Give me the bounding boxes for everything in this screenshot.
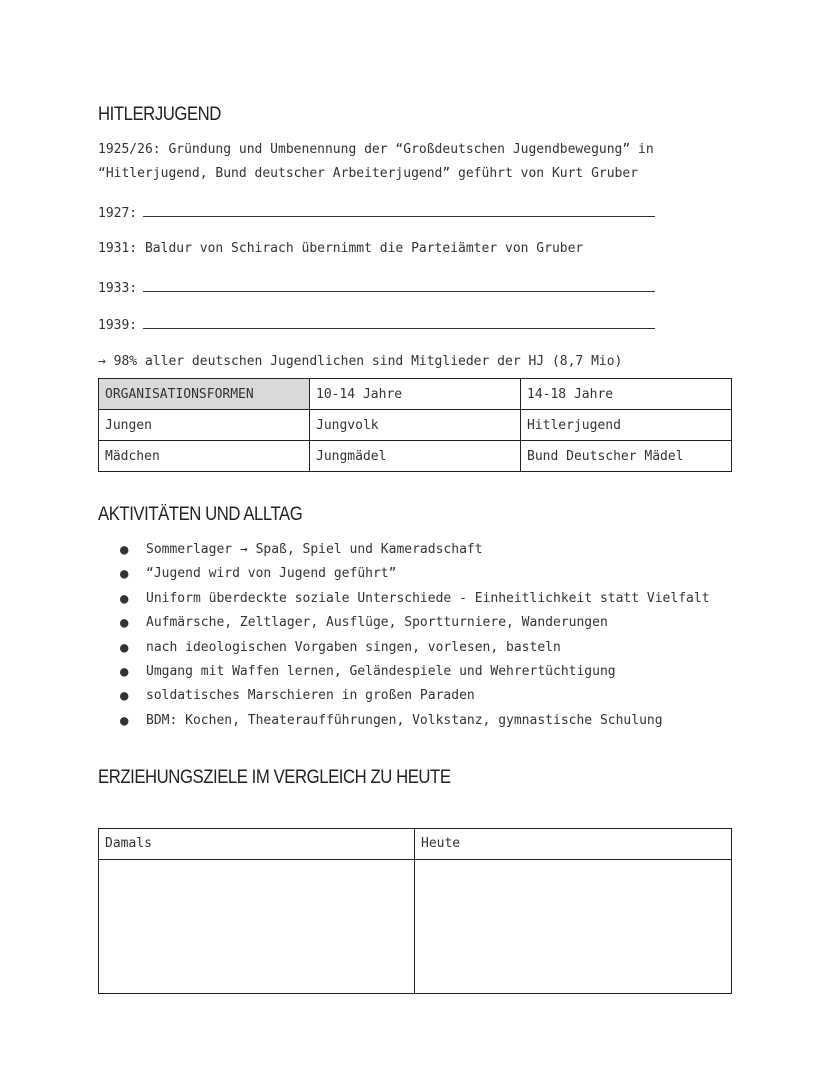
year-label-1927: 1927:: [98, 206, 138, 221]
table-header-now: Heute: [415, 829, 732, 860]
table-cell: Jungvolk: [310, 410, 521, 441]
section-heading-activities: AKTIVITÄTEN UND ALLTAG: [98, 504, 303, 525]
table-cell: Mädchen: [99, 441, 310, 472]
organisation-table: [98, 378, 732, 472]
table-cell: Jungen: [99, 410, 310, 441]
table-cell: Jungmädel: [310, 441, 521, 472]
list-item: ● Aufmärsche, Zeltlager, Ausflüge, Sportturniere, Wanderungen: [98, 611, 710, 635]
table-header-cell: 10-14 Jahre: [310, 379, 521, 410]
blank-line-1939: [98, 314, 655, 336]
table-row: [99, 379, 732, 410]
list-item: ● soldatisches Marschieren in großen Paraden: [98, 684, 710, 708]
blank-line-1933: [98, 277, 655, 299]
bullet-icon: ●: [120, 639, 129, 656]
table-row: [99, 410, 732, 441]
list-item: ● Uniform überdeckte soziale Unterschiede - Einheitlichkeit statt Vielfalt: [98, 587, 710, 611]
answer-cell-then[interactable]: [99, 860, 415, 994]
table-row: [99, 860, 732, 994]
section-heading-education-goals: ERZIEHUNGSZIELE IM VERGLEICH ZU HEUTE: [98, 767, 451, 788]
list-item: ● nach ideologischen Vorgaben singen, vorlesen, basteln: [98, 636, 710, 660]
section-heading-hitlerjugend: HITLERJUGEND: [98, 104, 221, 125]
table-cell: Hitlerjugend: [521, 410, 732, 441]
membership-summary: → 98% aller deutschen Jugendlichen sind Mitglieder der HJ (8,7 Mio): [98, 354, 623, 369]
bullet-icon: ●: [120, 712, 129, 729]
year-label-1939: 1939:: [98, 318, 138, 333]
answer-field-1927[interactable]: [143, 202, 655, 217]
table-row: [99, 829, 732, 860]
text-line-founding: 1925/26: Gründung und Umbenennung der “Großdeutschen Jugendbewegung” in: [98, 142, 654, 157]
bullet-icon: ●: [120, 566, 129, 583]
table-header-cell: 14-18 Jahre: [521, 379, 732, 410]
list-item: ● “Jugend wird von Jugend geführt”: [98, 562, 710, 586]
answer-field-1933[interactable]: [143, 277, 655, 292]
list-item: ● BDM: Kochen, Theateraufführungen, Volkstanz, gymnastische Schulung: [98, 709, 710, 733]
blank-line-1927: [98, 202, 655, 224]
text-line-renaming: “Hitlerjugend, Bund deutscher Arbeiterjugend” geführt von Kurt Gruber: [98, 166, 639, 181]
bullet-icon: ●: [120, 590, 129, 607]
table-header-cell: ORGANISATIONSFORMEN: [99, 379, 310, 410]
bullet-icon: ●: [120, 663, 129, 680]
table-row: [99, 441, 732, 472]
year-label-1933: 1933:: [98, 281, 138, 296]
text-line-1931: 1931: Baldur von Schirach übernimmt die Parteiämter von Gruber: [98, 241, 584, 256]
comparison-table: [98, 828, 732, 994]
bullet-icon: ●: [120, 688, 129, 705]
list-item: ● Sommerlager → Spaß, Spiel und Kameradschaft: [98, 538, 710, 562]
activities-list: [98, 538, 710, 733]
bullet-icon: ●: [120, 542, 129, 558]
list-item: ● Umgang mit Waffen lernen, Geländespiele und Wehrertüchtigung: [98, 660, 710, 684]
answer-cell-now[interactable]: [415, 860, 732, 994]
table-header-then: Damals: [99, 829, 415, 860]
bullet-icon: ●: [120, 615, 129, 632]
table-cell: Bund Deutscher Mädel: [521, 441, 732, 472]
answer-field-1939[interactable]: [143, 314, 655, 329]
